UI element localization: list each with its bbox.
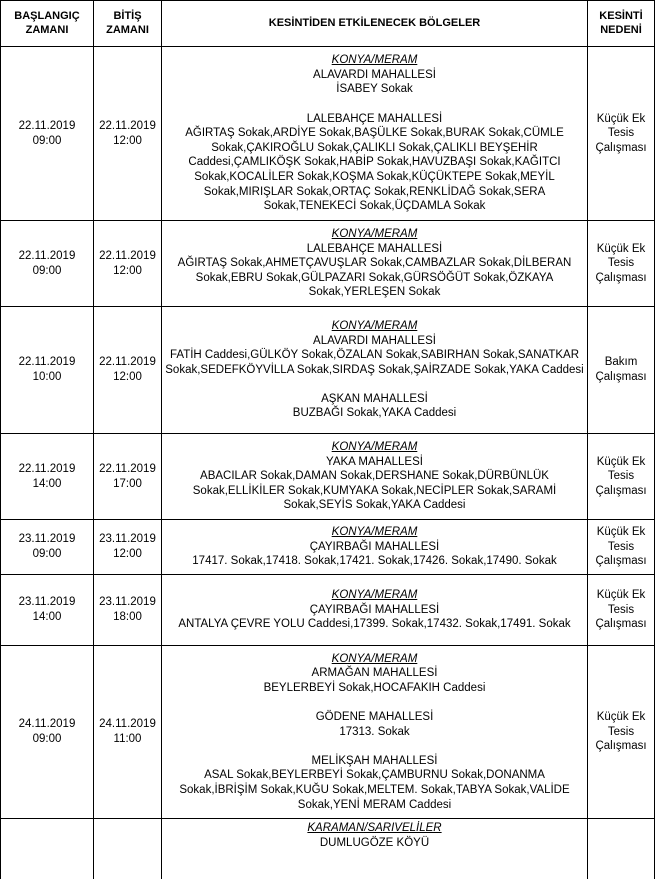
reason-line: Çalışması [595,271,647,284]
start-line: 09:00 [32,733,62,745]
start-time-cell [1,434,94,520]
reason-line: Çalışması [595,740,647,753]
end-time-cell [94,520,162,575]
end-line: 12:00 [113,371,142,383]
affected-areas-cell [162,646,588,819]
reason-line: Çalışması [595,555,647,568]
street-list: ANTALYA ÇEVRE YOLU Caddesi,17399. Sokak,17432. Sokak,17491. Sokak [178,618,571,631]
reason-line: Tesis [607,540,635,553]
end-line: 11:00 [113,733,142,745]
reason-line: Küçük Ek [596,112,646,125]
end-time-cell [94,646,162,819]
street-list: ASAL Sokak,BEYLERBEYİ Sokak,ÇAMBURNU Sokak,DONANMA Sokak,İBRİŞİM Sokak,KUĞU Sokak,MELTEM. Sokak,TABYA Sokak,VALİDE Sokak,YENİ MERAM Caddesi [179,769,570,811]
end-line: 23.11.2019 [99,533,156,546]
table-row [1,646,655,819]
neighborhood-name: ALAVARDI MAHALLESİ [313,68,436,81]
reason-line: Küçük Ek [596,455,646,468]
end-time-cell [94,47,162,221]
start-time-cell [1,575,94,646]
start-line: 14:00 [32,477,62,490]
end-line: 12:00 [113,548,142,560]
table-row [1,434,655,520]
header-end-time: BİTİŞ ZAMANI [94,1,162,47]
end-line: 22.11.2019 [99,462,156,475]
neighborhood-name: LALEBAHÇE MAHALLESİ [306,112,443,125]
street-list: AĞIRTAŞ Sokak,AHMETÇAVUŞLAR Sokak,CAMBAZLAR Sokak,DİLBERAN Sokak,EBRU Sokak,GÜLPAZARI Sokak,GÜRSÖĞÜT Sokak,ÖZKAYA Sokak,YERLEŞEN Sokak [177,257,572,299]
reason-line: Çalışması [595,371,647,383]
table-row [1,575,655,646]
start-line: 14:00 [32,611,62,623]
neighborhood-name: ÇAYIRBAĞI MAHALLESİ [309,603,440,616]
reason-cell [588,520,655,575]
affected-areas-cell [162,520,588,575]
street-list: 17313. Sokak [339,725,410,738]
end-line: 12:00 [113,264,142,277]
reason-line: Tesis [607,603,635,616]
header-reason: KESİNTİ NEDENİ [588,1,655,47]
block-spacer [164,97,585,112]
end-line: 22.11.2019 [99,119,156,132]
region-title: KONYA/MERAM [331,319,418,332]
reason-line: Çalışması [595,618,647,631]
block-spacer [164,377,585,392]
neighborhood-name: ARMAĞAN MAHALLESİ [311,667,438,680]
region-title: KONYA/MERAM [331,652,418,665]
neighborhood-name: MELİKŞAH MAHALLESİ [311,754,438,767]
reason-line: Tesis [607,725,635,738]
reason-cell [588,575,655,646]
end-time-cell [94,307,162,434]
region-title: KONYA/MERAM [331,228,418,241]
affected-areas-cell [162,47,588,221]
end-line: 24.11.2019 [99,718,156,731]
start-line: 09:00 [32,134,62,147]
table-row [1,47,655,221]
table-row [1,819,655,879]
table-row [1,221,655,307]
reason-line: Tesis [607,257,635,270]
table-row [1,307,655,434]
street-list: BUZBAĞI Sokak,YAKA Caddesi [292,407,457,420]
reason-cell [588,47,655,221]
neighborhood-name: LALEBAHÇE MAHALLESİ [306,242,443,255]
reason-cell [588,819,655,879]
end-line: 23.11.2019 [99,596,156,609]
street-list: İSABEY Sokak [336,83,413,96]
neighborhood-name: DUMLUGÖZE KÖYÜ [319,836,430,849]
reason-line: Çalışması [595,141,647,154]
start-line: 24.11.2019 [18,718,76,731]
region-title: KONYA/MERAM [331,526,418,539]
region-title: KONYA/MERAM [331,441,418,454]
reason-line: Küçük Ek [596,526,646,539]
reason-cell [588,307,655,434]
street-list: 17417. Sokak,17418. Sokak,17421. Sokak,17426. Sokak,17490. Sokak [192,555,557,568]
block-spacer [164,739,585,754]
start-time-cell [1,819,94,879]
start-time-cell [1,307,94,434]
end-time-cell [94,819,162,879]
neighborhood-name: AŞKAN MAHALLESİ [321,392,428,405]
start-line: 09:00 [32,264,62,277]
end-time-cell [94,575,162,646]
reason-cell [588,646,655,819]
end-line: 22.11.2019 [99,249,156,262]
affected-areas-cell [162,221,588,307]
region-title: KONYA/MERAM [331,589,418,602]
start-time-cell [1,47,94,221]
street-list: BEYLERBEYİ Sokak,HOCAFAKIH Caddesi [263,681,486,694]
header-affected-areas: KESİNTİDEN ETKİLENECEK BÖLGELER [162,1,588,47]
table-row [1,520,655,575]
start-line: 22.11.2019 [18,462,76,475]
neighborhood-name: YAKA MAHALLESİ [326,455,423,468]
end-time-cell [94,221,162,307]
end-line: 18:00 [113,611,142,623]
reason-line: Küçük Ek [596,589,646,602]
region-title: KARAMAN/SARIVELİLER [307,822,442,834]
reason-line: Küçük Ek [596,711,646,724]
block-spacer [164,696,585,711]
reason-cell [588,221,655,307]
start-time-cell [1,646,94,819]
neighborhood-name: ÇAYIRBAĞI MAHALLESİ [309,540,440,553]
end-line: 17:00 [113,477,142,490]
reason-line: Küçük Ek [596,242,646,255]
neighborhood-name: GÖDENE MAHALLESİ [315,711,434,724]
start-line: 22.11.2019 [18,249,76,262]
end-line: 22.11.2019 [99,356,156,369]
start-time-cell [1,221,94,307]
street-list: FATİH Caddesi,GÜLKÖY Sokak,ÖZALAN Sokak,SABIRHAN Sokak,SANATKAR Sokak,SEDEFKÖYVİLLA Sokak,SIRDAŞ Sokak,ŞAİRZADE Sokak,YAKA Caddesi [165,349,584,376]
end-line: 12:00 [113,134,142,147]
header-row [1,1,655,47]
start-line: 09:00 [32,548,62,560]
neighborhood-name: ALAVARDI MAHALLESİ [313,334,436,347]
street-list: ABACILAR Sokak,DAMAN Sokak,DERSHANE Sokak,DÜRBÜNLÜK Sokak,ELLİKİLER Sokak,KUMYAKA Sokak,NECİPLER Sokak,SARAMİ Sokak,SEYİS Sokak,YAKA Caddesi [192,470,557,512]
start-line: 23.11.2019 [18,596,76,609]
reason-cell [588,434,655,520]
start-time-cell [1,520,94,575]
end-time-cell [94,434,162,520]
reason-line: Çalışması [595,484,647,497]
affected-areas-cell [162,575,588,646]
affected-areas-cell [162,819,588,879]
reason-line: Tesis [607,127,635,140]
affected-areas-cell [162,307,588,434]
start-line: 22.11.2019 [18,356,76,369]
start-line: 22.11.2019 [18,119,76,132]
affected-areas-cell [162,434,588,520]
header-start-time: BAŞLANGIÇ ZAMANI [1,1,94,47]
reason-line: Bakım [604,356,638,369]
street-list: AĞIRTAŞ Sokak,ARDİYE Sokak,BAŞÜLKE Sokak,BURAK Sokak,CÜMLE Sokak,ÇAKIROĞLU Sokak,ÇALIKLI Sokak,ÇALIKLI BEYŞEHİR Caddesi,ÇAMLIKÖŞK Sokak,HABİP Sokak,HAVUZBAŞI Sokak,KAĞITCI Sokak,KOCALİLER Sokak,KOŞMA Sokak,KÜÇÜKTEPE Sokak,MEYİL Sokak,MIRIŞLAR Sokak,ORTAÇ Sokak,RENKLİDAĞ Sokak,SERA Sokak,TENEKECİ Sokak,ÜÇDAMLA Sokak [185,127,564,213]
start-line: 10:00 [32,371,62,383]
region-title: KONYA/MERAM [331,54,418,67]
reason-line: Tesis [607,470,635,483]
start-line: 23.11.2019 [18,533,76,546]
